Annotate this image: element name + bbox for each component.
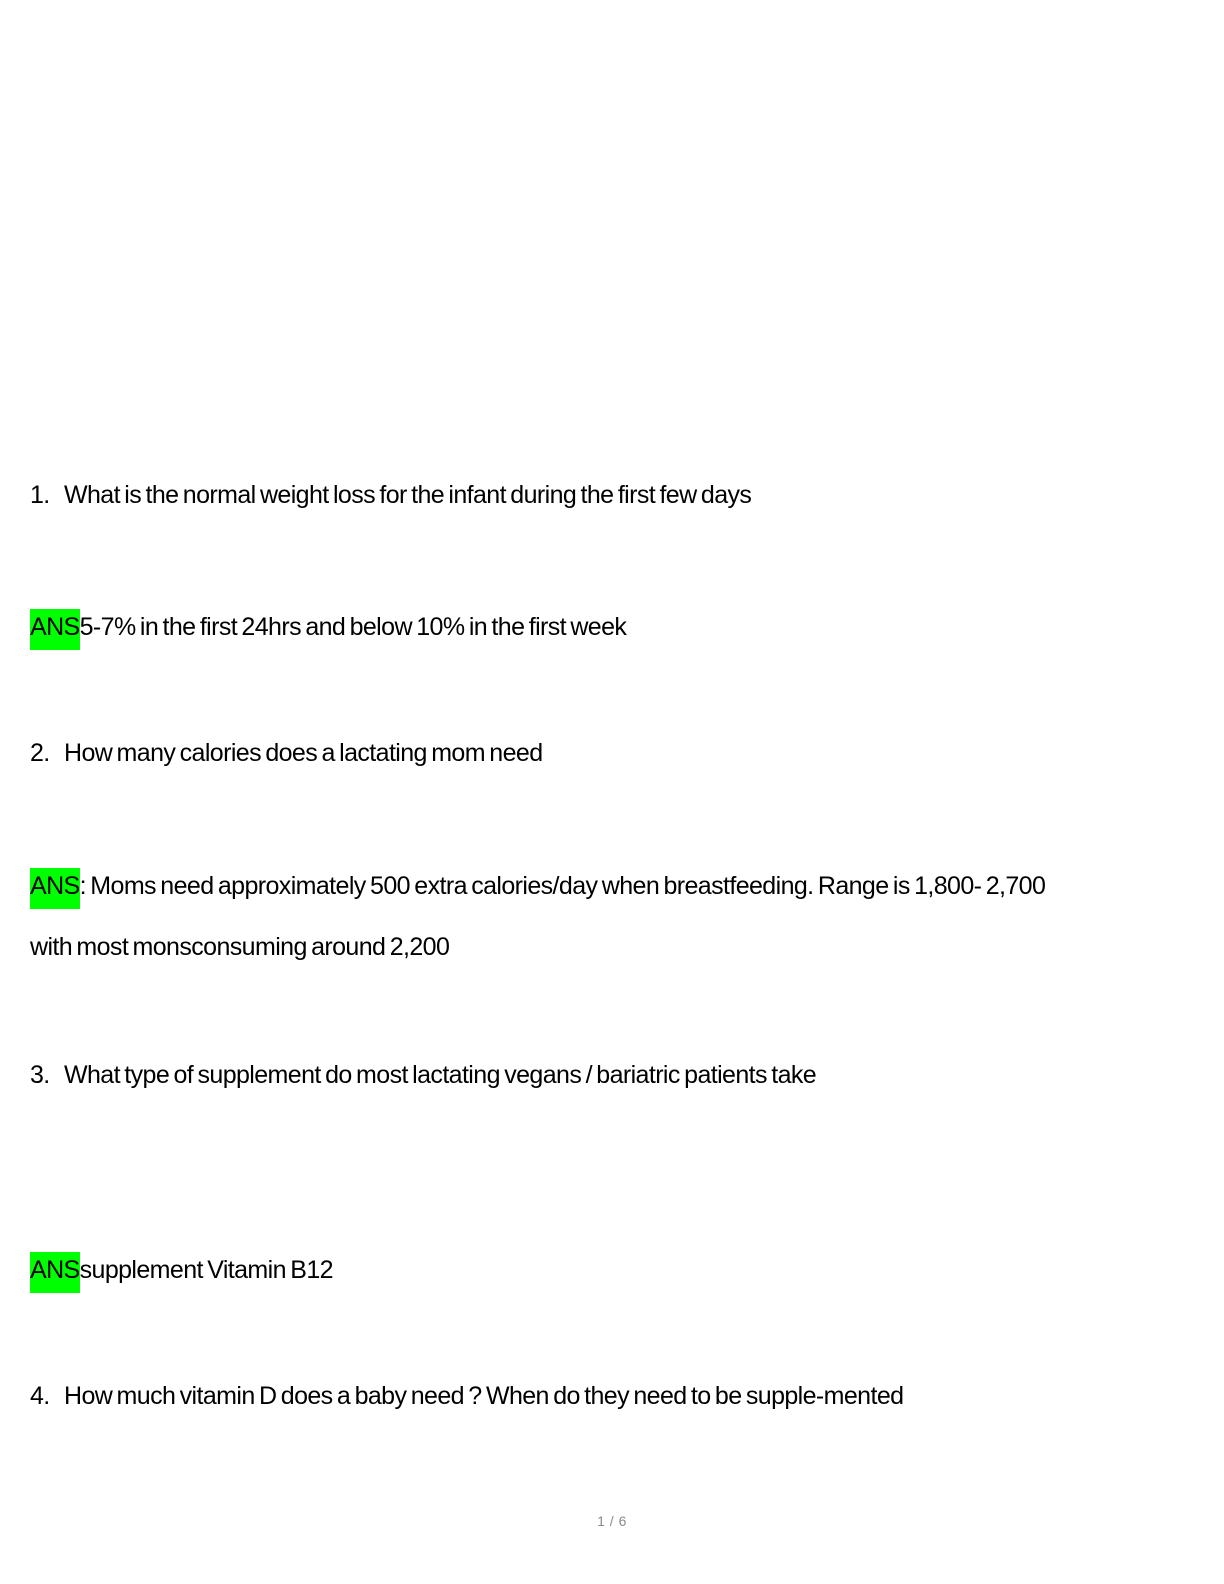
- answer-text-continued: with most monsconsuming around 2,200: [30, 933, 450, 961]
- page-indicator: 1 / 6: [597, 1513, 627, 1529]
- question-3: [30, 1060, 816, 1090]
- question-text: What type of supplement do most lactating vegans / bariatric patients take: [64, 1061, 817, 1089]
- ans-label: ANS: [30, 609, 80, 650]
- answer-2: [30, 868, 1045, 909]
- question-number: 1.: [30, 481, 50, 509]
- question-text: How many calories does a lactating mom need: [64, 739, 543, 767]
- answer-2-continued: [30, 932, 449, 962]
- question-text: What is the normal weight loss for the infant during the first few days: [64, 481, 752, 509]
- question-number: 2.: [30, 739, 50, 767]
- question-4: [30, 1381, 903, 1411]
- question-1: [30, 480, 751, 510]
- answer-text: : Moms need approximately 500 extra calories/day when breastfeeding. Range is 1,800- 2,700: [79, 872, 1046, 900]
- answer-3: [30, 1252, 333, 1293]
- question-text: How much vitamin D does a baby need ? When do they need to be supple-mented: [64, 1382, 904, 1410]
- question-number: 3.: [30, 1061, 50, 1089]
- question-2: [30, 738, 543, 768]
- ans-label: ANS: [30, 1252, 80, 1293]
- question-number: 4.: [30, 1382, 50, 1410]
- answer-text: supplement Vitamin B12: [79, 1256, 333, 1284]
- answer-text: 5-7% in the first 24hrs and below 10% in the first week: [79, 613, 627, 641]
- answer-1: [30, 609, 626, 650]
- ans-label: ANS: [30, 868, 80, 909]
